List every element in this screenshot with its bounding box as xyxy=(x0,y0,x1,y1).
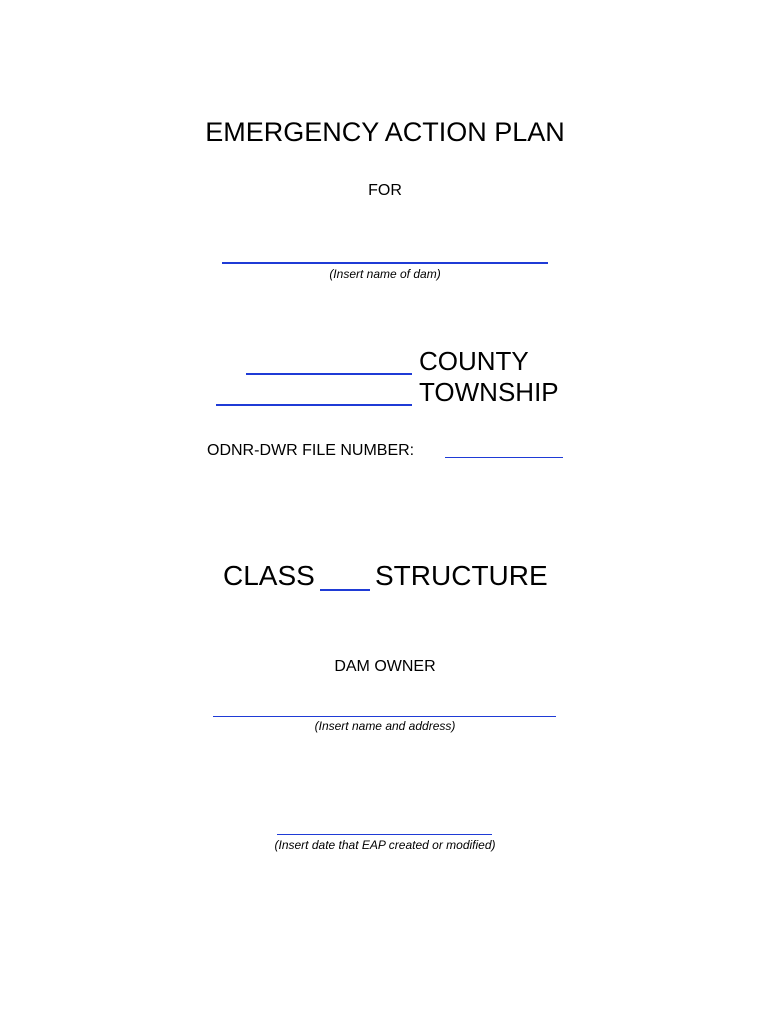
township-label: TOWNSHIP xyxy=(419,377,559,407)
for-label: FOR xyxy=(368,182,402,199)
class-blank[interactable] xyxy=(320,589,370,591)
township-blank[interactable] xyxy=(216,404,412,406)
dam-owner-label: DAM OWNER xyxy=(334,658,436,675)
file-number-label: ODNR-DWR FILE NUMBER: xyxy=(207,442,415,459)
structure-label: STRUCTURE xyxy=(375,560,548,591)
dam-name-blank[interactable] xyxy=(222,262,548,264)
document-title: EMERGENCY ACTION PLAN xyxy=(205,117,565,147)
class-label: CLASS xyxy=(223,560,315,591)
owner-blank[interactable] xyxy=(213,716,556,717)
file-number-blank[interactable] xyxy=(445,457,563,458)
county-label: COUNTY xyxy=(419,346,529,376)
date-blank[interactable] xyxy=(277,834,492,835)
county-blank[interactable] xyxy=(246,373,412,375)
owner-note: (Insert name and address) xyxy=(314,719,456,733)
dam-name-note: (Insert name of dam) xyxy=(329,267,441,281)
date-note: (Insert date that EAP created or modified) xyxy=(274,838,496,852)
